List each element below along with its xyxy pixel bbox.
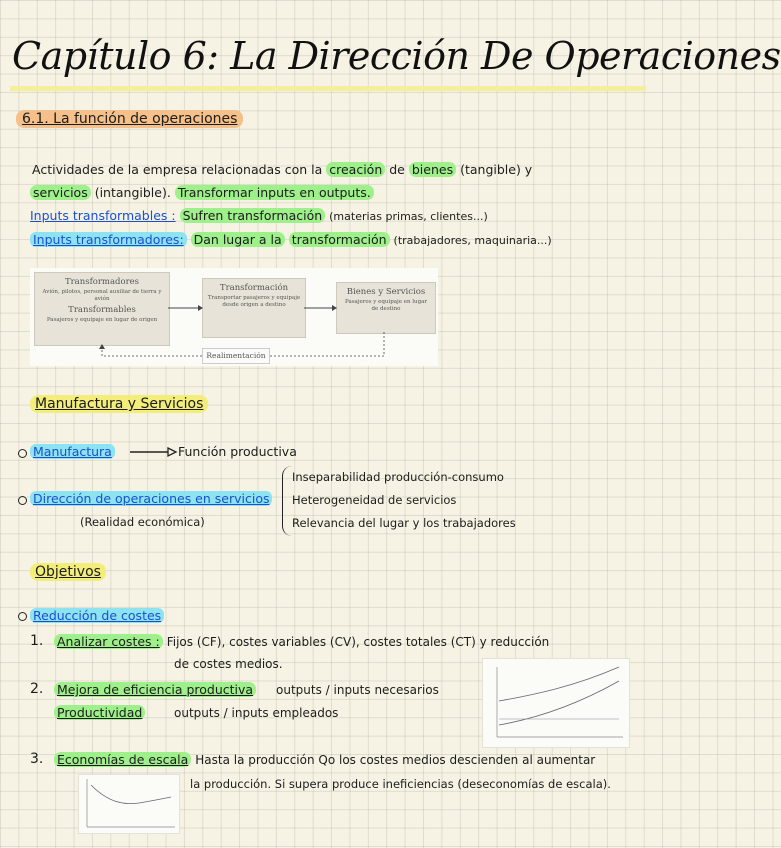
objective-number-1: 1.	[30, 633, 44, 649]
diagram-box-transformation: Transformación Transportar pasajeros y equipaje desde origen a destino	[202, 278, 306, 338]
intro-line-2: servicios (intangible). Transformar inputs en outputs.	[30, 185, 374, 201]
bullet-icon	[18, 612, 27, 621]
bullet-icon	[18, 496, 27, 505]
section-heading-6-1: 6.1. La función de operaciones	[16, 111, 243, 127]
objective-1-line: Analizar costes : Fijos (CF), costes variables (CV), costes totales (CT) y reducción	[54, 634, 549, 650]
cost-curves-graph	[482, 658, 630, 748]
operations-diagram	[30, 268, 438, 366]
servicios-item-2: Heterogeneidad de servicios	[292, 493, 457, 507]
average-cost-graph	[78, 774, 180, 834]
servicios-item-1: Inseparabilidad producción-consumo	[292, 470, 504, 484]
intro-line-4: Inputs transformadores: Dan lugar a la transformación (trabajadores, maquinaria...)	[30, 232, 552, 249]
bullet-icon	[18, 449, 27, 458]
servicios-item-3: Relevancia del lugar y los trabajadores	[292, 516, 516, 530]
intro-line-3: Inputs transformables : Sufren transformación (materias primas, clientes...)	[30, 208, 488, 223]
servicios-note: (Realidad económica)	[80, 515, 205, 529]
reduccion-line: Reducción de costes	[30, 608, 164, 624]
page-title: Capítulo 6: La Dirección De Operaciones	[12, 34, 781, 78]
arrow-right-icon	[130, 446, 176, 458]
productividad-ratio: outputs / inputs empleados	[174, 706, 339, 720]
manufactura-line: Manufactura	[30, 444, 115, 460]
intro-line-1: Actividades de la empresa relacionadas con la creación de bienes (tangible) y	[32, 162, 533, 177]
objective-3-line: Economías de escala Hasta la producción Qo los costes medios descienden al aumentar	[54, 752, 595, 768]
productividad-line: Productividad	[54, 705, 145, 721]
objective-number-3: 3.	[30, 751, 44, 767]
section-heading-manufactura-servicios: Manufactura y Servicios	[30, 396, 208, 412]
objective-1-line-2: de costes medios.	[174, 657, 283, 671]
objective-2-ratio: outputs / inputs necesarios	[276, 683, 439, 697]
objective-number-2: 2.	[30, 681, 44, 697]
diagram-feedback: Realimentación	[202, 348, 270, 364]
section-heading-objetivos: Objetivos	[30, 564, 106, 580]
objective-3-line-2: la producción. Si supera produce ineficiencias (deseconomías de escala).	[190, 777, 611, 791]
manufactura-result: Función productiva	[178, 444, 297, 459]
servicios-line: Dirección de operaciones en servicios	[30, 491, 272, 507]
title-underline	[10, 86, 646, 91]
diagram-box-outputs: Bienes y Servicios Pasajeros y equipaje en lugar de destino	[336, 282, 436, 334]
objective-2-line: Mejora de eficiencia productiva	[54, 682, 256, 698]
diagram-box-inputs: Transformadores Avión, pilotos, personal auxiliar de tierra y avión Transformables Pasajeros y equipaje en lugar de origen	[34, 272, 170, 346]
